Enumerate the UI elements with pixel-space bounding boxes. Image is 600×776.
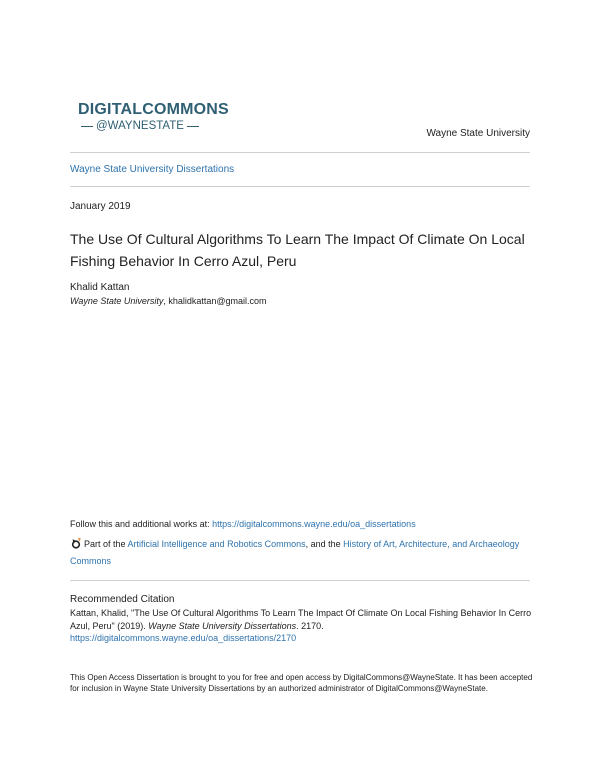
divider-top xyxy=(70,152,530,153)
follow-prefix: Follow this and additional works at: xyxy=(70,519,213,529)
divider-series xyxy=(70,186,530,187)
logo-rule-left xyxy=(81,126,93,127)
affiliation-email: , khalidkattan@gmail.com xyxy=(163,296,267,306)
university-name: Wayne State University xyxy=(426,128,530,139)
divider-citation xyxy=(70,580,530,581)
publication-date: January 2019 xyxy=(70,201,131,212)
part-of-prefix: Part of the xyxy=(84,539,128,549)
document-title: The Use Of Cultural Algorithms To Learn The Impact Of Climate On Local Fishing Behavior In Cerro Azul, Peru xyxy=(70,231,525,269)
logo-waynestate xyxy=(78,120,202,132)
affiliation-institution: Wayne State University xyxy=(70,296,164,306)
open-access-statement: This Open Access Dissertation is brought to you for free and open access by DigitalCommons@WayneState. It has been accepted for inclusion in Wayne State University Dissertations by an authorized administrator of DigitalCommons@WayneState. xyxy=(70,673,533,693)
series-link[interactable]: Wayne State University Dissertations xyxy=(70,164,235,175)
citation-url-link[interactable]: https://digitalcommons.wayne.edu/oa_dissertations/2170 xyxy=(70,633,297,643)
logo-waynestate-text: @WAYNESTATE xyxy=(96,120,184,132)
follow-line xyxy=(70,519,416,529)
part-of-middle: , and the xyxy=(305,539,344,549)
citation-heading: Recommended Citation xyxy=(70,594,175,605)
citation-text: Kattan, Khalid, "The Use Of Cultural Algorithms To Learn The Impact Of Climate On Local Fishing Behavior In Cerro Azul, Peru" (2019). xyxy=(70,608,532,631)
follow-url-link[interactable]: https://digitalcommons.wayne.edu/oa_dissertations xyxy=(212,519,416,529)
logo-rule-right xyxy=(187,126,199,127)
open-access-icon xyxy=(70,537,82,549)
author-affiliation xyxy=(70,296,267,306)
citation-body xyxy=(70,607,535,645)
author-name: Khalid Kattan xyxy=(70,282,130,293)
commons-link-ai-robotics[interactable]: Artificial Intelligence and Robotics Commons xyxy=(127,539,306,549)
citation-number: . 2170. xyxy=(296,620,324,631)
citation-series: Wayne State University Dissertations xyxy=(148,620,297,631)
logo-digitalcommons: DIGITALCOMMONS xyxy=(78,101,229,118)
commons-link-art-history[interactable]: History of Art, Architecture, and Archaeology Commons xyxy=(70,539,520,566)
part-of-line xyxy=(70,536,530,570)
